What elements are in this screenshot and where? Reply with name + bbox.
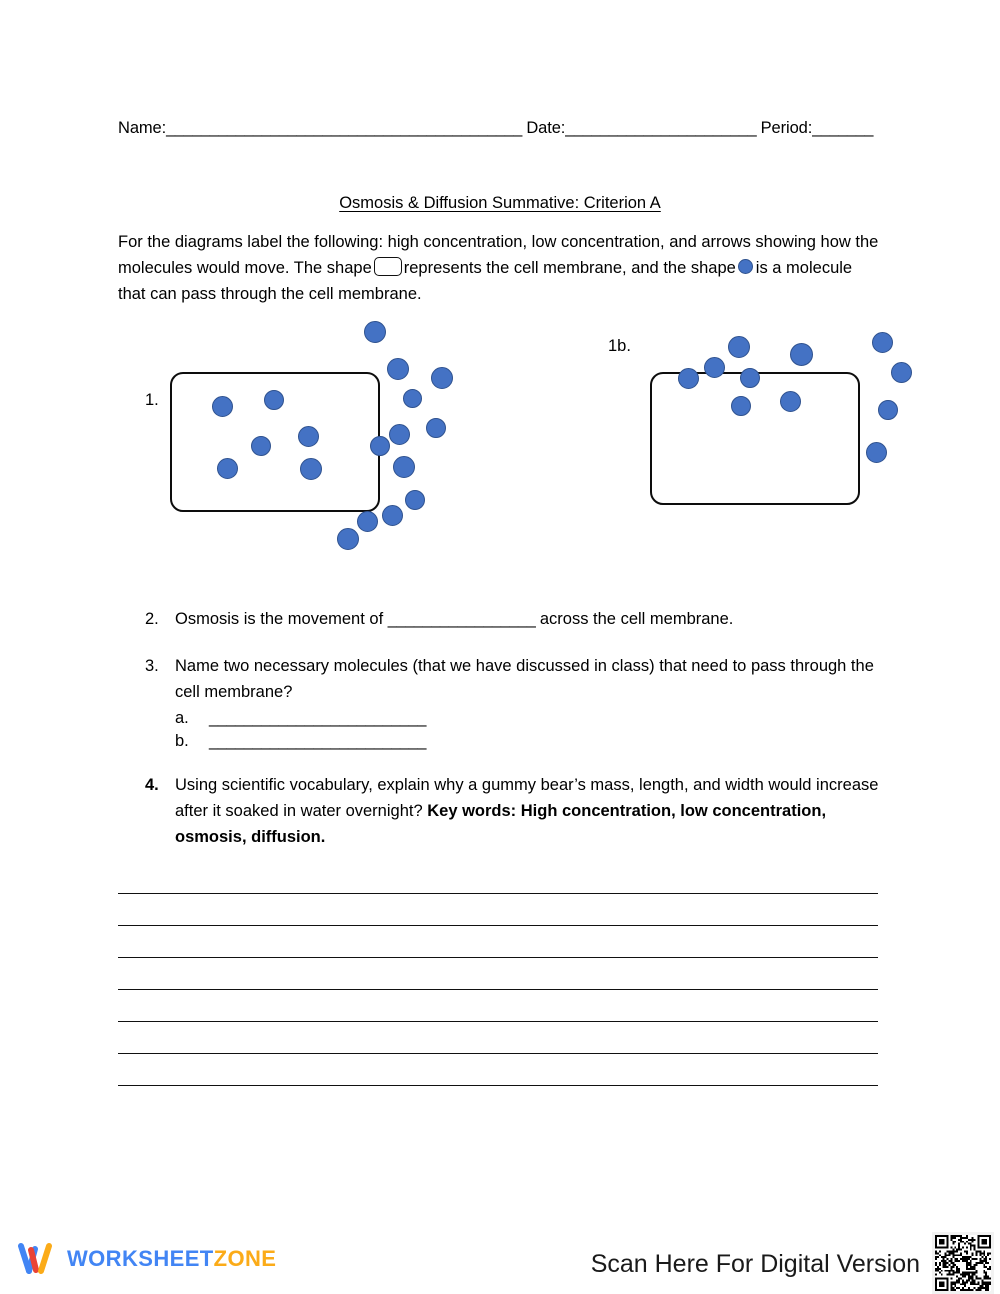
page-footer <box>0 1232 1000 1294</box>
question-3-item-b-blank[interactable]: _________________________ <box>209 732 426 750</box>
molecule-outside <box>357 511 378 532</box>
molecule-inside <box>790 343 813 366</box>
instructions-part-2: represents the cell membrane, and the shape <box>403 259 736 277</box>
question-2-number: 2. <box>145 610 159 628</box>
question-2-text-before: Osmosis is the movement of <box>175 610 384 628</box>
instructions-part-3: is a molecule that can pass through the cell membrane. <box>118 259 853 303</box>
date-blank[interactable]: ______________________ <box>565 119 757 137</box>
answer-line[interactable] <box>118 990 878 1022</box>
molecule-inside <box>704 357 725 378</box>
answer-line[interactable] <box>118 862 878 894</box>
name-label: Name: <box>118 119 167 137</box>
molecule-outside <box>878 400 898 420</box>
question-3-sub-list <box>175 707 885 753</box>
qr-code-image <box>935 1235 991 1291</box>
question-3-item-a-letter: a. <box>175 709 189 727</box>
molecule-inside <box>212 396 233 417</box>
answer-line[interactable] <box>118 894 878 926</box>
molecule-inside <box>264 390 284 410</box>
molecule-outside <box>387 358 409 380</box>
question-2 <box>145 606 885 632</box>
instructions-paragraph <box>118 229 880 307</box>
student-info-line <box>118 117 888 139</box>
molecule-outside <box>872 332 893 353</box>
membrane-shape-icon <box>374 257 402 276</box>
answer-line[interactable] <box>118 926 878 958</box>
answer-line[interactable] <box>118 1022 878 1054</box>
question-3-item-b-letter: b. <box>175 732 189 750</box>
question-4-keywords: Key words: High concentration, low concentration, osmosis, diffusion. <box>175 802 827 846</box>
molecule-inside <box>217 458 238 479</box>
question-2-blank[interactable]: _________________ <box>387 610 536 628</box>
molecule-outside <box>370 436 390 456</box>
brand-text <box>67 1246 276 1272</box>
molecule-outside <box>393 456 415 478</box>
molecule-inside <box>678 368 699 389</box>
name-blank[interactable]: _________________________________________ <box>166 119 522 137</box>
molecule-inside <box>740 368 760 388</box>
question-4-text: Using scientific vocabulary, explain why a gummy bear’s mass, length, and width would increase after it soaked in water overnight? <box>175 776 879 820</box>
diagram-1b-cell-membrane <box>650 372 860 505</box>
question-2-text-after: across the cell membrane. <box>539 610 734 628</box>
brand-worksheet-text: WORKSHEET <box>67 1246 214 1271</box>
molecule-inside <box>731 396 751 416</box>
question-4-number: 4. <box>145 776 159 794</box>
answer-line[interactable] <box>118 1054 878 1086</box>
question-4-body <box>175 772 890 850</box>
molecule-outside <box>389 424 410 445</box>
question-3-body: Name two necessary molecules (that we have discussed in class) that need to pass through the cell membrane? <box>175 657 874 701</box>
molecule-inside <box>300 458 322 480</box>
question-3-item-b <box>175 730 885 753</box>
molecule-shape-icon <box>738 259 753 274</box>
instructions-part-1: For the diagrams label the following: high concentration, low concentration, and arrows showing how the molecules would move. The shape <box>118 233 879 277</box>
molecule-outside <box>426 418 446 438</box>
molecule-inside <box>780 391 801 412</box>
question-3-item-a-blank[interactable]: _________________________ <box>209 709 426 727</box>
question-4 <box>145 772 890 850</box>
question-3 <box>145 653 885 753</box>
page-title <box>0 192 1000 214</box>
molecule-inside <box>728 336 750 358</box>
molecule-inside <box>251 436 271 456</box>
scan-instruction-text: Scan Here For Digital Version <box>590 1250 920 1278</box>
brand-zone-text: ZONE <box>213 1246 277 1271</box>
molecule-outside <box>431 367 453 389</box>
question-3-number: 3. <box>145 657 159 675</box>
molecule-outside <box>337 528 359 550</box>
answer-line[interactable] <box>118 958 878 990</box>
diagram-1b <box>600 310 930 570</box>
answer-lines[interactable] <box>118 862 884 1086</box>
molecule-outside <box>405 490 425 510</box>
period-blank[interactable]: _______ <box>812 119 873 137</box>
question-3-item-a <box>175 707 885 730</box>
molecule-outside <box>403 389 422 408</box>
diagram-1b-label: 1b. <box>608 337 631 355</box>
w-logo-icon <box>18 1240 58 1278</box>
diagram-area <box>0 310 1000 570</box>
page-title-text: Osmosis & Diffusion Summative: Criterion A <box>339 194 661 212</box>
date-label: Date: <box>526 119 566 137</box>
molecule-outside <box>364 321 386 343</box>
diagram-1-label: 1. <box>145 391 159 409</box>
question-2-body <box>175 606 885 632</box>
molecule-inside <box>298 426 319 447</box>
molecule-outside <box>866 442 887 463</box>
qr-code[interactable] <box>932 1232 994 1294</box>
molecule-outside <box>891 362 912 383</box>
worksheet-zone-logo[interactable] <box>18 1240 276 1278</box>
diagram-1 <box>130 310 470 570</box>
molecule-outside <box>382 505 403 526</box>
period-label: Period: <box>760 119 813 137</box>
